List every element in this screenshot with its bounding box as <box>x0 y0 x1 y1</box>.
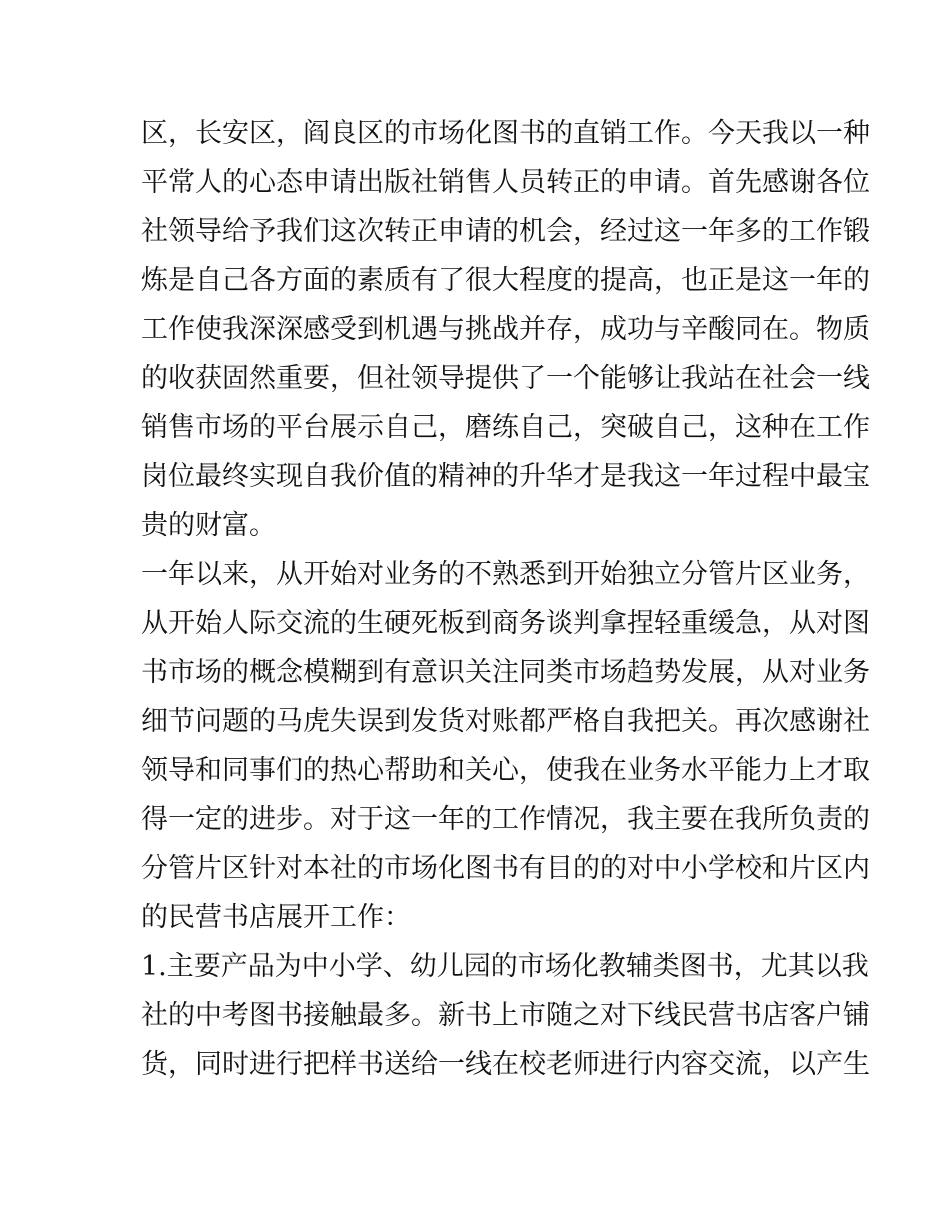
paragraph-line: 书市场的概念模糊到有意识关注同类市场趋势发展，从对业务 <box>141 657 870 688</box>
paragraph-line: 得一定的进步。对于这一年的工作情况，我主要在我所负责的 <box>141 804 870 835</box>
list-item-line: 社的中考图书接触最多。新书上市随之对下线民营书店客户铺 <box>141 1000 870 1031</box>
paragraph-line: 贵的财富。 <box>141 510 276 541</box>
paragraph-line: 分管片区针对本社的市场化图书有目的的对中小学校和片区内 <box>141 853 870 884</box>
list-item-line: 货，同时进行把样书送给一线在校老师进行内容交流，以产生 <box>141 1049 870 1080</box>
paragraph-line: 岗位最终实现自我价值的精神的升华才是我这一年过程中最宝 <box>141 461 870 492</box>
paragraph-line: 社领导给予我们这次转正申请的机会，经过这一年多的工作锻 <box>141 216 870 247</box>
paragraph-line: 区，长安区，阎良区的市场化图书的直销工作。今天我以一种 <box>141 118 870 149</box>
paragraph-line: 的民营书店展开工作： <box>141 902 411 933</box>
paragraph-line: 工作使我深深感受到机遇与挑战并存，成功与辛酸同在。物质 <box>141 314 870 345</box>
paragraph-line: 平常人的心态申请出版社销售人员转正的申请。首先感谢各位 <box>141 167 870 198</box>
paragraph-line: 细节问题的马虎失误到发货对账都严格自我把关。再次感谢社 <box>141 706 870 737</box>
paragraph-line: 一年以来，从开始对业务的不熟悉到开始独立分管片区业务， <box>141 559 870 590</box>
paragraph-line: 销售市场的平台展示自己，磨练自己，突破自己，这种在工作 <box>141 412 870 443</box>
paragraph-line: 领导和同事们的热心帮助和关心，使我在业务水平能力上才取 <box>141 755 870 786</box>
document-body <box>141 109 870 1089</box>
paragraph-line: 的收获固然重要，但社领导提供了一个能够让我站在社会一线 <box>141 363 870 394</box>
paragraph-line: 炼是自己各方面的素质有了很大程度的提高，也正是这一年的 <box>141 265 870 296</box>
paragraph-line: 从开始人际交流的生硬死板到商务谈判拿捏轻重缓急，从对图 <box>141 608 870 639</box>
list-item-line: 1.主要产品为中小学、幼儿园的市场化教辅类图书，尤其以我 <box>141 951 869 982</box>
